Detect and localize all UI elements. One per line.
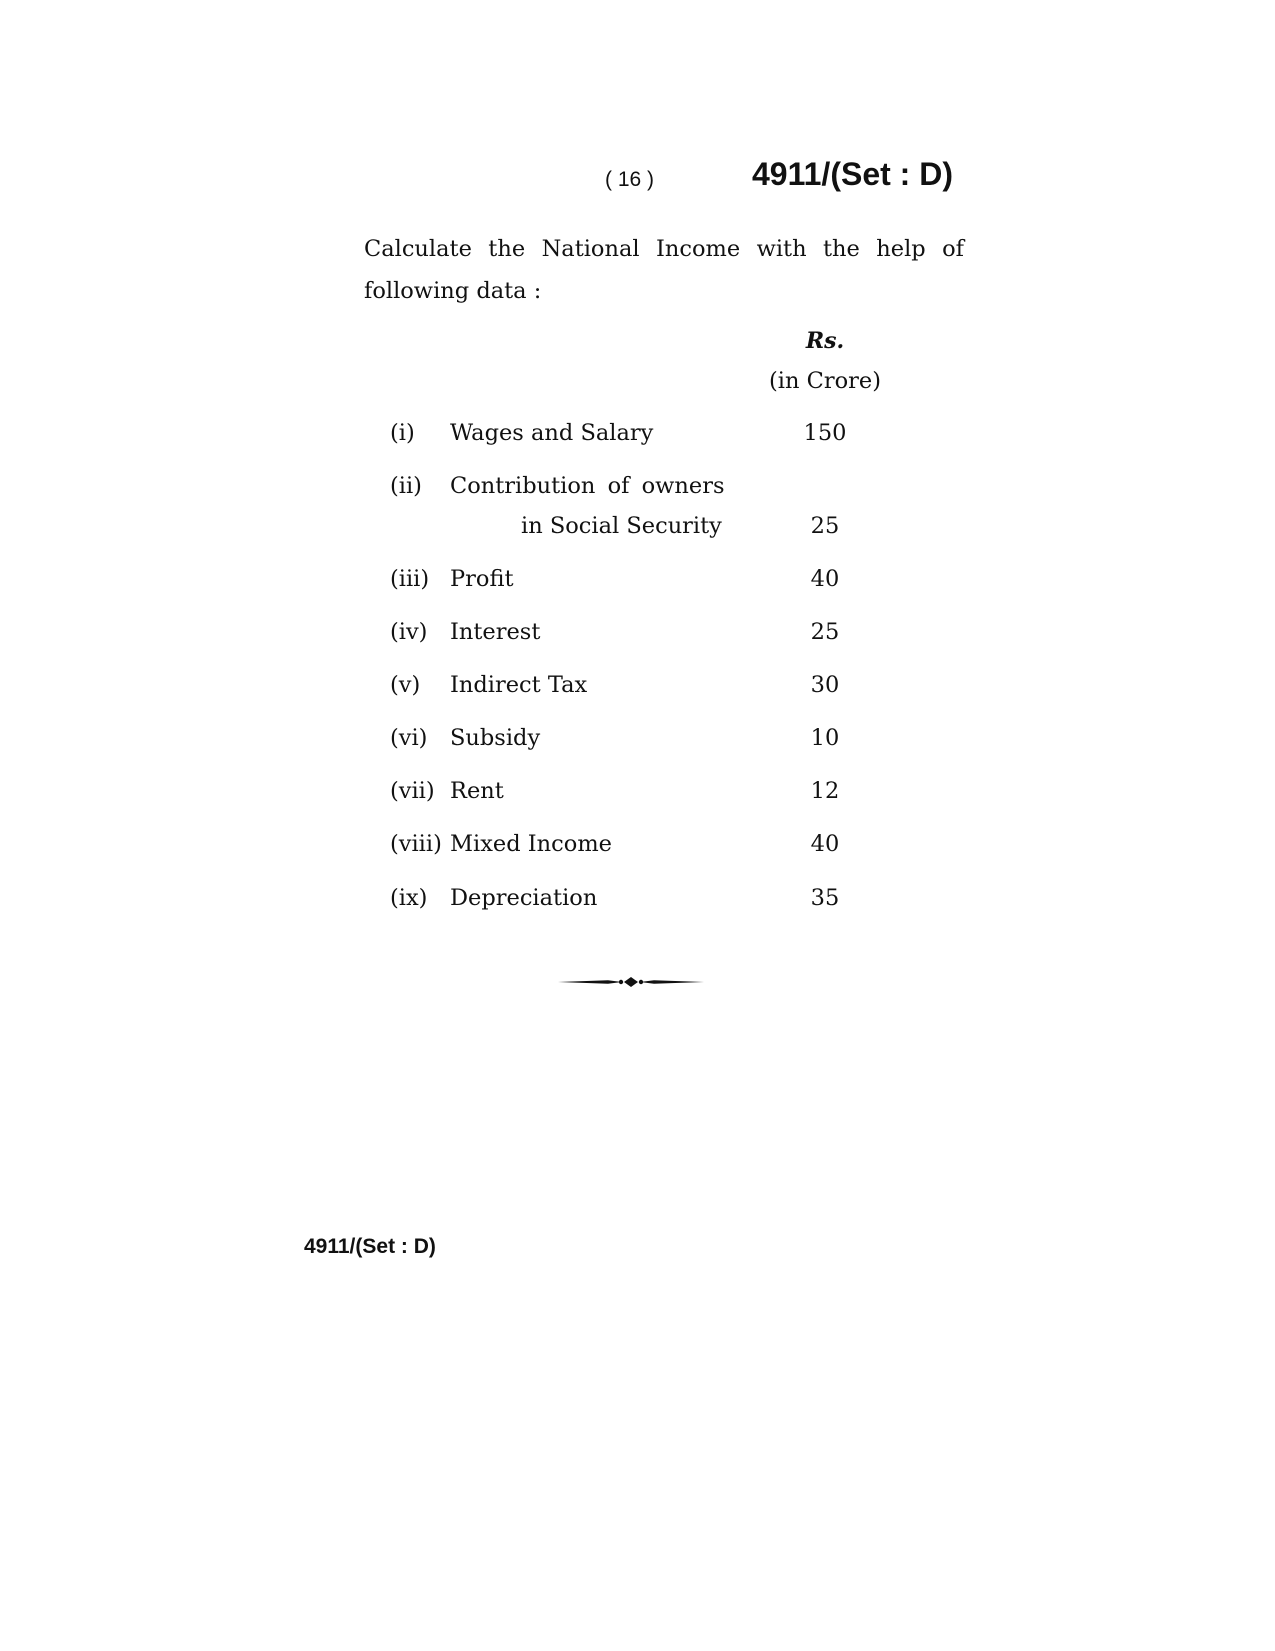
row-number: (viii)	[390, 831, 442, 857]
row-label: Profit	[450, 566, 514, 592]
row-value: 40	[810, 566, 840, 592]
row-label: Wages and Salary	[450, 420, 654, 446]
row-label: Interest	[450, 619, 541, 645]
row-number: (v)	[390, 672, 421, 698]
row-value: 10	[810, 725, 840, 751]
row-number: (iii)	[390, 566, 430, 592]
row-label: Depreciation	[450, 885, 598, 911]
row-number: (ii)	[390, 473, 422, 499]
row-value: 30	[810, 672, 840, 698]
page-number: ( 16 )	[605, 168, 655, 191]
row-label: Rent	[450, 778, 504, 804]
question-text: Calculate the National Income with the help of following data :	[364, 236, 964, 304]
row-label: Subsidy	[450, 725, 541, 751]
ornament-divider-icon	[558, 975, 704, 989]
row-label-continued: in Social Security	[521, 513, 722, 539]
row-value: 40	[810, 831, 840, 857]
unit-text: (in Crore)	[769, 368, 881, 394]
row-label: Mixed Income	[450, 831, 612, 857]
row-number: (iv)	[390, 619, 428, 645]
row-value: 25	[810, 619, 840, 645]
row-label: Contribution of owners	[450, 473, 725, 499]
row-value: 150	[803, 420, 847, 446]
row-number: (i)	[390, 420, 415, 446]
row-number: (vi)	[390, 725, 428, 751]
row-value: 25	[810, 513, 840, 539]
unit-symbol: Rs.	[805, 328, 845, 354]
row-number: (ix)	[390, 885, 428, 911]
row-label: Indirect Tax	[450, 672, 588, 698]
row-value: 35	[810, 885, 840, 911]
row-number: (vii)	[390, 778, 435, 804]
paper-code-header: 4911/(Set : D)	[752, 156, 953, 192]
row-value: 12	[810, 778, 840, 804]
paper-code-footer: 4911/(Set : D)	[304, 1235, 436, 1258]
